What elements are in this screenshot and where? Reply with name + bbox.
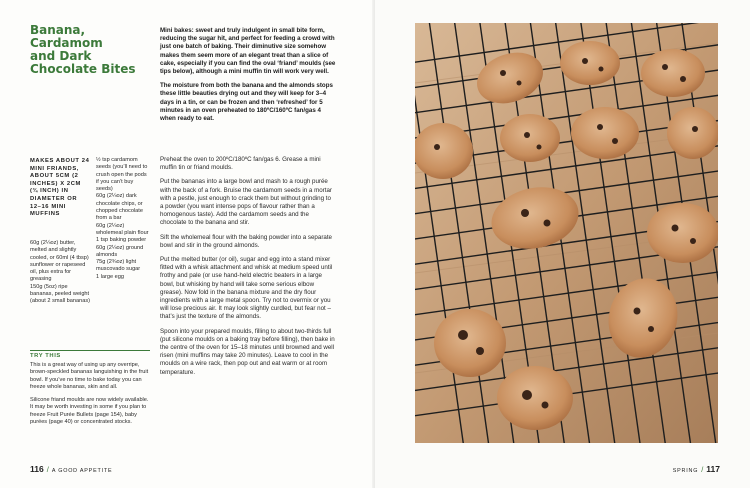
method-step: Put the melted butter (or oil), sugar and egg into a stand mixer fitted with a whisk attachment and whisk at medium speed until frothy and pale (or use hand-held electric beaters in a large bowl, but whisking by hand will take some serious elbow grease). Now fold in the banana mixture and the dry flour ingredients with a large metal spoon. Try not to overmix or you will lose precious air. It may look slightly curdled, but fear not – that’s just the texture of the almonds. bbox=[160, 256, 333, 321]
method-steps bbox=[160, 156, 336, 383]
title-line: Chocolate Bites bbox=[30, 62, 136, 76]
ingredient: 1 large egg bbox=[96, 273, 124, 280]
method-step: Preheat the oven to 200ºC/180ºC fan/gas 6. Grease a mini muffin tin or friand moulds. bbox=[160, 156, 321, 172]
folio-separator: / bbox=[701, 465, 704, 474]
right-folio bbox=[673, 464, 720, 474]
title-line: Banana, bbox=[30, 23, 86, 37]
title-line: and Dark bbox=[30, 49, 92, 63]
ingredient: 60g (2¼oz) ground almonds bbox=[96, 244, 144, 258]
folio-separator: / bbox=[46, 465, 49, 474]
photo-of-friands-on-cooling-rack-icon bbox=[415, 23, 718, 443]
page-number: 117 bbox=[706, 464, 720, 474]
intro-paragraph: The moisture from both the banana and the almonds stops these little beauties drying out and they will keep for 3–4 days in a tin, or can be frozen and then ‘refreshed’ for 5 minutes in an oven preheated to 180ºC/160ºC fan/gas 4 when ready to eat. bbox=[160, 82, 333, 123]
tip-paragraph: Silicone friand moulds are now widely available. It may be worth investing in some if you plan to freeze Fruit Purée Bullets (page 154), baby purées (page 40) or concentrated stocks. bbox=[30, 397, 149, 426]
method-step: Spoon into your prepared moulds, filling to about two-thirds full (put silicone moulds on a baking tray before filling), then bake in the centre of the oven for 15–18 minutes until browned and well risen (mini muffins may take 20 minutes). Leave to cool in the moulds on a wire rack, then pop out and eat warm or at room temperature. bbox=[160, 327, 335, 376]
left-folio bbox=[30, 464, 112, 474]
ingredient: 150g (5oz) ripe bananas, peeled weight (about 2 small bananas) bbox=[30, 283, 91, 305]
tip-heading: TRY THIS bbox=[30, 353, 61, 359]
friands-photo bbox=[415, 23, 718, 443]
method-step: Sift the wholemeal flour with the baking powder into a separate bowl and stir in the ground almonds. bbox=[160, 233, 332, 249]
intro-paragraph: Mini bakes: sweet and truly indulgent in small bite form, reducing the sugar hit, and perfect for feeding a crowd with just one batch of baking. Their diminutive size somehow makes them seem more of an elegant treat than a slice of cake, especially if you can find the oval ‘friand’ moulds (see tips below), although a mini muffin tin will work very well. bbox=[160, 27, 336, 76]
tip-paragraph: This is a great way of using up any overripe, brown-speckled bananas languishing in the fruit bowl. If you’ve no time to bake today you can freeze whole bananas, skin and all. bbox=[30, 362, 149, 390]
ingredient: 75g (2¾oz) light muscovado sugar bbox=[96, 259, 141, 273]
method-step: Put the bananas into a large bowl and mash to a rough purée with the back of a fork. Bruise the cardamom seeds in a mortar with a pestle, just enough to crack them but without grinding to a powder (you want intense pops of flavour rather than a homogenous taste). Add the cardamom seeds and the chocolate to the banana and stir. bbox=[160, 178, 332, 227]
recipe-intro bbox=[160, 27, 336, 129]
running-title: A GOOD APPETITE bbox=[51, 468, 113, 474]
recipe-title bbox=[30, 24, 150, 76]
ingredients-column-1 bbox=[30, 240, 90, 306]
page-number: 116 bbox=[30, 464, 44, 474]
tip-box bbox=[30, 362, 152, 432]
ingredient: 1 tsp baking powder bbox=[96, 237, 147, 244]
running-section: SPRING bbox=[672, 468, 699, 474]
tip-divider bbox=[30, 350, 150, 351]
ingredient: 60g (2¼oz) dark chocolate chips, or chopped chocolate from a bar bbox=[96, 193, 143, 222]
ingredients-column-2 bbox=[96, 157, 150, 281]
ingredient: 60g (2¼oz) wholemeal plain flour bbox=[96, 222, 149, 236]
title-line: Cardamom bbox=[30, 36, 103, 50]
recipe-yield: MAKES ABOUT 24 MINI FRIANDS, ABOUT 5CM (2 INCHES) X 2CM (¾ INCH) IN DIAMETER OR 12–16 MINI MUFFINS bbox=[30, 158, 90, 218]
ingredient: 60g (2¼oz) butter, melted and slightly cooled, or 60ml (4 tbsp) sunflower or rapeseed oil, plus extra for greasing bbox=[30, 240, 89, 283]
ingredient: ½ tsp cardamom seeds (you’ll need to crush open the pods if you can’t buy seeds) bbox=[96, 157, 148, 193]
